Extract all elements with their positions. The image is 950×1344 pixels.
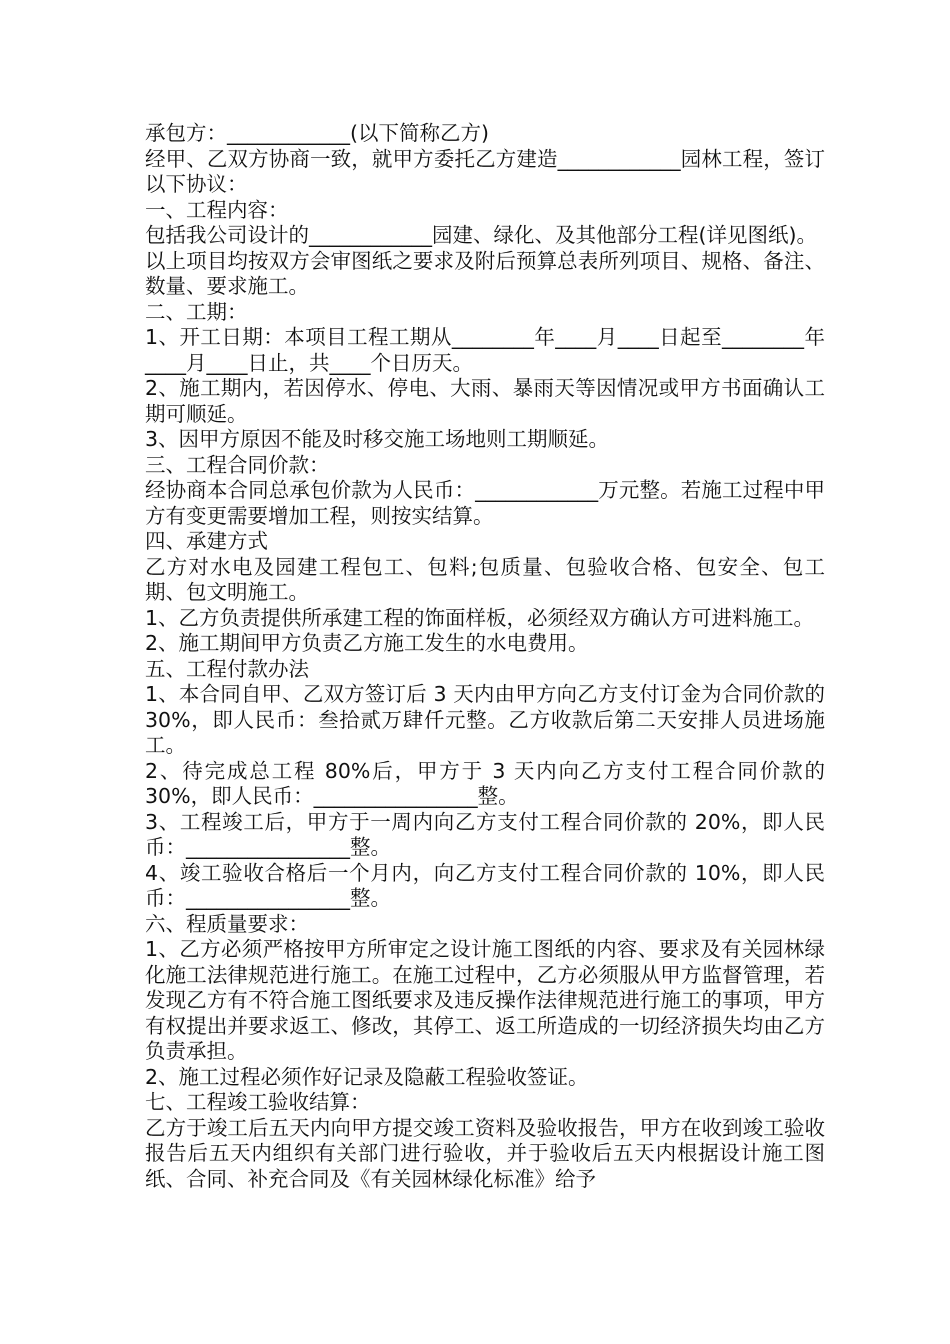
paragraph-quality-2: 2、施工过程必须作好记录及隐蔽工程验收签证。	[145, 1064, 589, 1089]
paragraph-price: 经协商本合同总承包价款为人民币：____________万元整。若施工过程中甲方有变更需要增加工程，则按实结算。	[145, 478, 825, 528]
paragraph-payment-3: 3、工程竣工后，甲方于一周内向乙方支付工程合同价款的 20%，即人民币：________________整。	[145, 809, 825, 859]
paragraph-contractor: 承包方：____________(以下简称乙方)	[145, 121, 489, 145]
heading-method: 四、承建方式	[145, 529, 268, 553]
document-body	[145, 121, 825, 1192]
paragraph-method-1: 1、乙方负责提供所承建工程的饰面样板，必须经双方确认方可进料施工。	[145, 605, 815, 630]
paragraph-schedule-3: 3、因甲方原因不能及时移交施工场地则工期顺延。	[145, 427, 610, 451]
heading-schedule: 二、工期：	[145, 299, 248, 324]
heading-price: 三、工程合同价款：	[145, 452, 330, 477]
paragraph-scope-requirements: 以上项目均按双方会审图纸之要求及附后预算总表所列项目、规格、备注、数量、要求施工。	[145, 248, 825, 298]
paragraph-method-2: 2、施工期间甲方负责乙方施工发生的水电费用。	[145, 631, 589, 655]
paragraph-payment-4: 4、竣工验收合格后一个月内，向乙方支付工程合同价款的 10%，即人民币：________________整。	[145, 860, 825, 910]
heading-scope: 一、工程内容：	[145, 197, 289, 222]
paragraph-payment-2: 2、待完成总工程 80%后，甲方于 3 天内向乙方支付工程合同价款的 30%，即人民币：________________整。	[145, 758, 825, 808]
heading-acceptance: 七、工程竣工验收结算：	[145, 1090, 371, 1114]
paragraph-schedule-2: 2、施工期内，若因停水、停电、大雨、暴雨天等因情况或甲方书面确认工期可顺延。	[145, 376, 825, 426]
paragraph-payment-1: 1、本合同自甲、乙双方签订后 3 天内由甲方向乙方支付订金为合同价款的 30%，即人民币：叁拾贰万肆仟元整。乙方收款后第二天安排人员进场施工。	[145, 682, 825, 757]
paragraph-quality-1: 1、乙方必须严格按甲方所审定之设计施工图纸的内容、要求及有关园林绿化施工法律规范进行施工。在施工过程中，乙方必须服从甲方监督管理，若发现乙方有不符合施工图纸要求及违反操作法律规范进行施工的事项，甲方有权提出并要求返工、修改，其停工、返工所造成的一切经济损失均由乙方负责承担。	[145, 937, 825, 1063]
heading-payment: 五、工程付款办法	[145, 656, 309, 681]
heading-quality: 六、程质量要求：	[145, 911, 309, 936]
paragraph-schedule-1: 1、开工日期：本项目工程工期从________年____月____日起至________年____月____日止，共____个日历天。	[145, 325, 825, 375]
paragraph-acceptance: 乙方于竣工后五天内向甲方提交竣工资料及验收报告，甲方在收到竣工验收报告后五天内组织有关部门进行验收，并于验收后五天内根据设计施工图纸、合同、补充合同及《有关园林绿化标准》给予	[145, 1115, 825, 1191]
paragraph-agreement-intro: 经甲、乙双方协商一致，就甲方委托乙方建造____________园林工程，签订以下协议：	[145, 146, 825, 196]
paragraph-method: 乙方对水电及园建工程包工、包料;包质量、包验收合格、包安全、包工期、包文明施工。	[145, 554, 825, 604]
paragraph-scope: 包括我公司设计的____________园建、绿化、及其他部分工程(详见图纸)。	[145, 223, 817, 247]
